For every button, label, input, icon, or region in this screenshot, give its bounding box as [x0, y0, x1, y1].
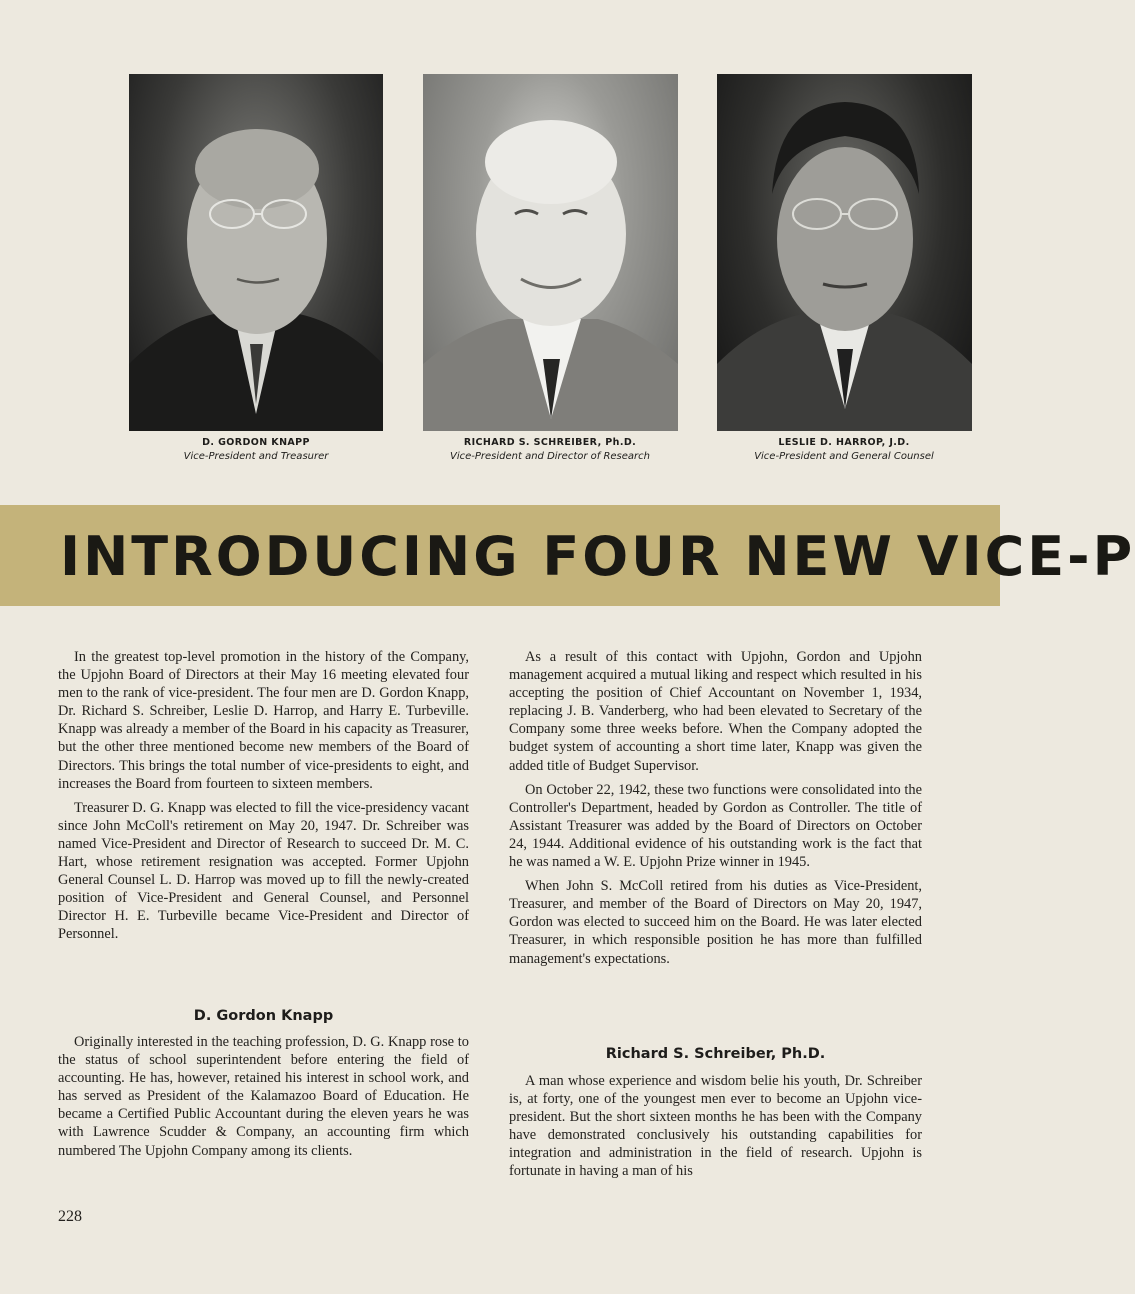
- article-paragraph: On October 22, 1942, these two functions were consolidated into the Controller's Department, headed by Gordon as Controller. The title of Assistant Treasurer was added by the Board of Directors on October 24, 1944. Additional evidence of his outstanding work is the fact that he was named a W. E. Upjohn Prize winner in 1945.: [509, 781, 922, 871]
- schreiber-section-body: [509, 1072, 922, 1181]
- caption-knapp: [106, 436, 406, 464]
- article-right-column: [509, 648, 922, 968]
- portrait-photo-harrop: [717, 74, 972, 431]
- portrait-photo-schreiber: [423, 74, 678, 431]
- caption-name: RICHARD S. SCHREIBER, Ph.D.: [463, 437, 637, 448]
- section-heading-knapp: D. Gordon Knapp: [193, 1008, 334, 1024]
- article-paragraph: In the greatest top-level promotion in the history of the Company, the Upjohn Board of Directors at their May 16 meeting elevated four men to the rank of vice-president. The four men are D. Gordon Knapp, Dr. Richard S. Schreiber, Leslie D. Harrop, and Harry E. Turbeville. Knapp was already a member of the Board in his capacity as Treasurer, but the other three mentioned become new members of the Board of Directors. This brings the total number of vice-presidents to eight, and increases the Board from fourteen to sixteen members.: [58, 649, 469, 792]
- caption-harrop: [694, 436, 994, 464]
- article-paragraph: Originally interested in the teaching profession, D. G. Knapp rose to the status of school superintendent before entering the field of accounting. He has, however, retained his interest in school work, and has served as President of the Kalamazoo Board of Education. He became a Certified Public Accountant during the eleven years he was with Lawrence Scudder & Company, an accounting firm which numbered The Upjohn Company among its clients.: [58, 1034, 469, 1159]
- article-paragraph: A man whose experience and wisdom belie his youth, Dr. Schreiber is, at forty, one of the youngest men ever to become an Upjohn vice-president. But the short sixteen months he has been with the Company have demonstrated conclusively his outstanding capabilities for integration and administration in the field of research. Upjohn is fortunate in having a man of his: [509, 1073, 922, 1180]
- caption-title: Vice-President and General Counsel: [754, 451, 934, 462]
- article-paragraph: Treasurer D. G. Knapp was elected to fill the vice-presidency vacant since John McColl's retirement on May 20, 1947. Dr. Schreiber was named Vice-President and Director of Research to succeed Dr. M. C. Hart, whose retirement resignation was accepted. Former Upjohn General Counsel L. D. Harrop was moved up to fill the newly-created position of Vice-President and General Counsel, and Personnel Director H. E. Turbeville became Vice-President and Director of Personnel.: [58, 799, 469, 943]
- article-paragraph: When John S. McColl retired from his duties as Vice-President, Treasurer, and member of the Board of Directors on May 20, 1947, Gordon was elected to succeed him on the Board. He was later elected Treasurer, in which responsible position he has more than fulfilled management's expectations.: [509, 878, 922, 967]
- headline-text: INTRODUCING FOUR NEW VICE-P: [60, 525, 1135, 588]
- page-number: 228: [58, 1208, 82, 1225]
- article-left-column: [58, 648, 469, 944]
- article-paragraph: As a result of this contact with Upjohn, Gordon and Upjohn management acquired a mutual liking and respect which resulted in his accepting the position of Chief Accountant on November 1, 1934, replacing J. B. Vanderberg, who had been elevated to Secretary of the Company some three weeks before. When the Company adopted the budget system of accounting a short time later, Knapp was given the added title of Budget Supervisor.: [509, 649, 922, 774]
- caption-title: Vice-President and Treasurer: [183, 451, 329, 462]
- portrait-photo-knapp: [129, 74, 383, 431]
- section-heading-schreiber: Richard S. Schreiber, Ph.D.: [605, 1046, 826, 1062]
- headline-banner: [0, 505, 1135, 606]
- caption-title: Vice-President and Director of Research: [449, 451, 650, 462]
- knapp-section-body: [58, 1033, 469, 1160]
- caption-schreiber: [400, 436, 700, 464]
- caption-name: LESLIE D. HARROP, J.D.: [778, 437, 910, 448]
- caption-name: D. GORDON KNAPP: [202, 437, 310, 448]
